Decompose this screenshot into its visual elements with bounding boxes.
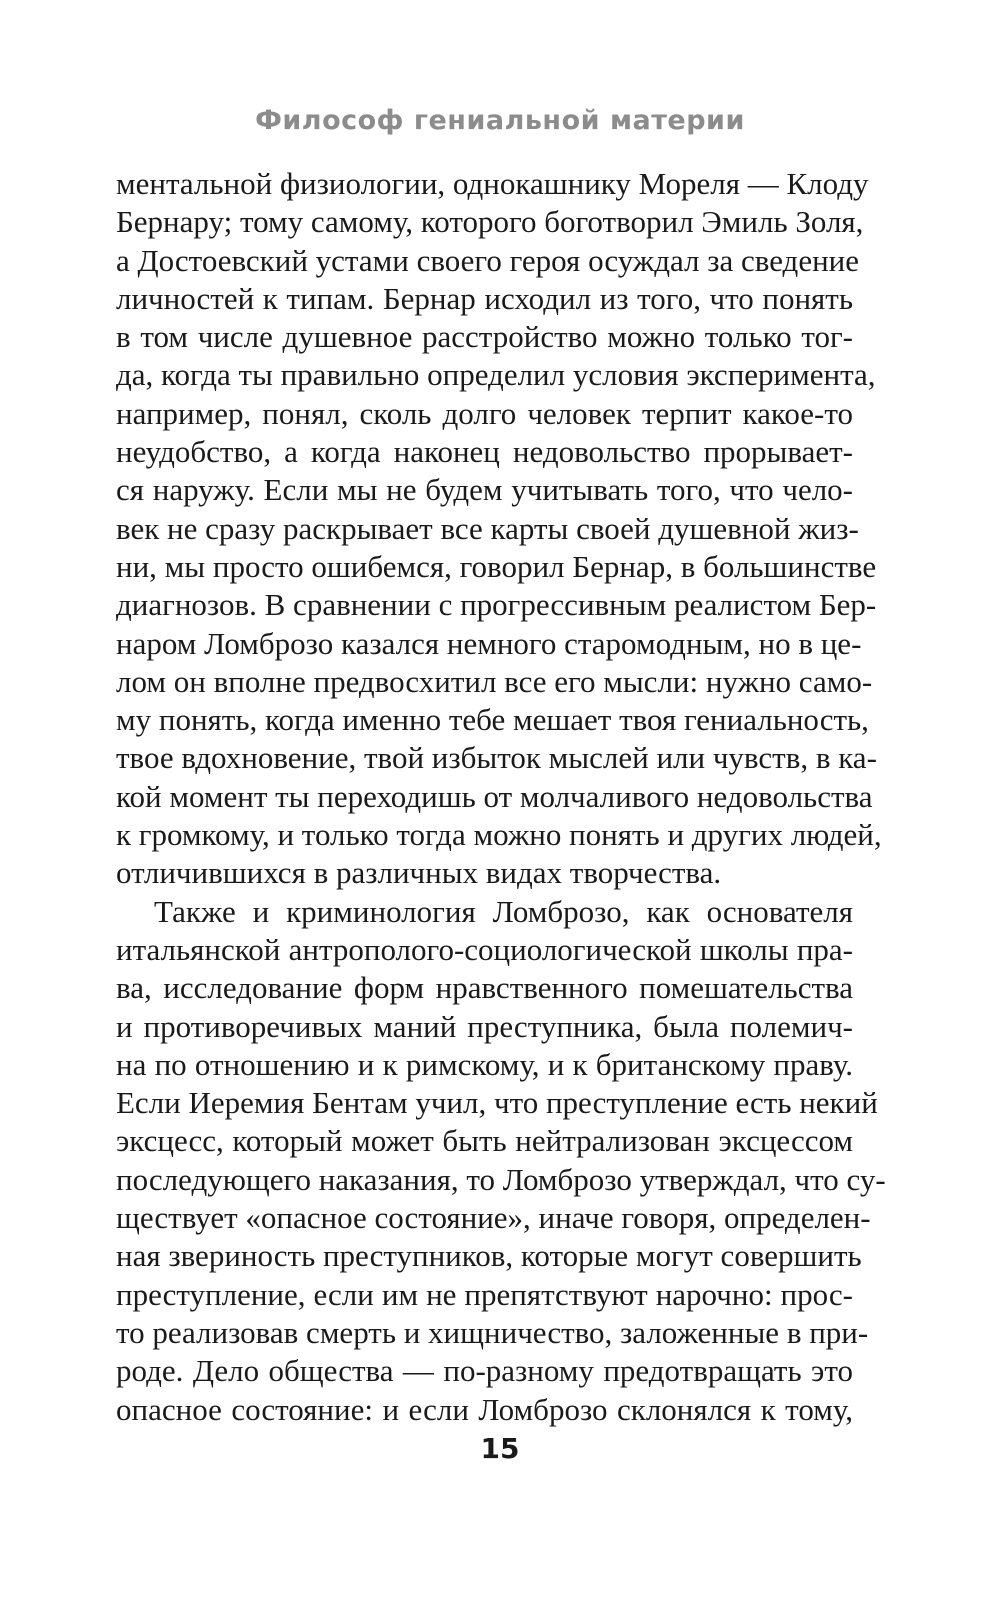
text-line: ни, мы просто ошибемся, говорил Бернар, в большинстве	[116, 548, 877, 584]
text-line: например, понял, сколь долго человек терпит какое-то	[116, 395, 853, 431]
text-line: ментальной физиологии, однокашнику Мореля — Клоду	[116, 166, 869, 201]
text-line: и противоречивых маний преступника, была полемич-	[116, 1008, 853, 1044]
text-line: му понять, когда именно тебе мешает твоя гениальность,	[116, 702, 869, 738]
text-line: итальянской антрополого-социологической школы пра-	[116, 931, 853, 967]
text-line: лом он вполне предвосхитил все его мысли: нужно само-	[116, 663, 873, 699]
text-line: век не сразу раскрывает все карты своей душевной жиз-	[116, 510, 859, 546]
text-line: ществует «опасное состояние», иначе говоря, определен-	[116, 1200, 871, 1236]
text-line: да, когда ты правильно определил условия эксперимента,	[116, 357, 876, 393]
text-line: на по отношению и к римскому, и к британскому праву.	[116, 1046, 853, 1082]
text-line: к громкому, и только тогда можно понять и других людей,	[116, 817, 882, 853]
text-line: ная звериность преступников, которые могут совершить	[116, 1238, 862, 1274]
text-line: кой момент ты переходишь от молчаливого недовольства	[116, 778, 873, 814]
text-line: роде. Дело общества — по-разному предотвращать это	[116, 1353, 853, 1389]
text-line: эксцесс, который может быть нейтрализован эксцессом	[116, 1123, 853, 1159]
paragraph	[116, 165, 882, 893]
text-line: преступление, если им не препятствуют нарочно: прос-	[116, 1276, 853, 1312]
text-line: последующего наказания, то Ломброзо утверждал, что су-	[116, 1161, 886, 1197]
text-line: отличившихся в различных видах творчества.	[116, 855, 722, 891]
body-text	[116, 165, 886, 1429]
text-line: а Достоевский устами своего героя осуждал за сведение	[116, 242, 860, 278]
text-line: диагнозов. В сравнении с прогрессивным реалистом Бер-	[116, 587, 877, 623]
text-line: в том числе душевное расстройство можно только тог-	[116, 319, 853, 355]
page-number: 15	[480, 1432, 520, 1465]
running-head: Философ гениальной материи	[255, 105, 745, 136]
text-line: то реализовав смерть и хищничество, заложенные в при-	[116, 1314, 869, 1350]
text-line: ся наружу. Если мы не будем учитывать того, что чело-	[116, 472, 853, 508]
paragraph	[116, 893, 886, 1429]
text-line: твое вдохновение, твой избыток мыслей или чувств, в ка-	[116, 740, 877, 776]
text-line: Также и криминология Ломброзо, как основателя	[154, 893, 853, 929]
text-line: личностей к типам. Бернар исходил из того, что понять	[116, 280, 853, 316]
text-line: ва, исследование форм нравственного помешательства	[116, 970, 853, 1006]
text-line: опасное состояние: и если Ломброзо склонялся к тому,	[116, 1391, 853, 1427]
text-line: наром Ломброзо казался немного старомодным, но в це-	[116, 625, 862, 661]
text-line: Если Иеремия Бентам учил, что преступление есть некий	[116, 1085, 878, 1121]
text-line: неудобство, а когда наконец недовольство прорывает-	[116, 434, 853, 470]
text-line: Бернару; тому самому, которого боготворил Эмиль Золя,	[116, 204, 864, 240]
